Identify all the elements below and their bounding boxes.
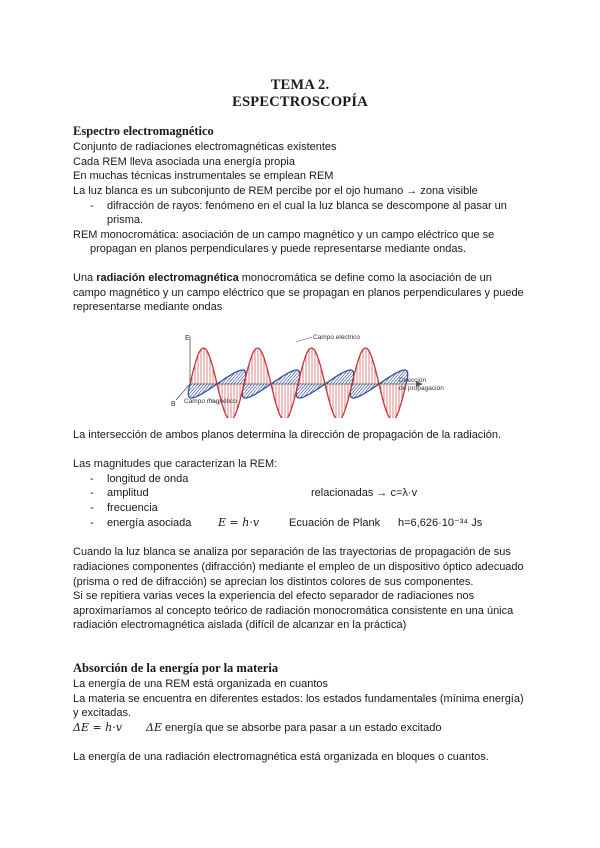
magnitude-item: frecuencia bbox=[107, 502, 158, 514]
bullet-dash: - bbox=[90, 502, 94, 514]
paragraph-line: radiaciones componentes (difracción) mediante el empleo de un dispositivo óptico adecuado bbox=[73, 561, 524, 573]
magnitude-item: amplitud bbox=[107, 487, 149, 499]
definition-line-1 bbox=[73, 271, 492, 286]
delta-symbol: ΔE bbox=[146, 721, 162, 734]
label-magnetic-field: Campo magnético bbox=[184, 398, 237, 405]
title-line-1: TEMA 2. bbox=[270, 77, 330, 93]
definition-line-3: representarse mediante ondas bbox=[73, 301, 223, 313]
definition-post: monocromática se define como la asociación de un bbox=[238, 272, 492, 284]
delta-energy-formula: ΔE = h·v bbox=[73, 721, 122, 734]
paragraph-line: aproximaríamos al concepto teórico de radiación monocromática consistente en una única bbox=[73, 605, 514, 617]
section-heading-absorption: Absorción de la energía por la materia bbox=[73, 661, 279, 675]
electric-field-curve bbox=[190, 348, 406, 418]
bullet-dash: - bbox=[90, 473, 94, 485]
label-direction-2: de propagación bbox=[399, 385, 444, 392]
intersection-text: La intersección de ambos planos determina la dirección de propagación de la radiación. bbox=[73, 429, 502, 441]
label-electric-field: Campo eléctrico bbox=[313, 334, 360, 341]
magnitude-item: energía asociada bbox=[107, 517, 192, 529]
magnetic-field-vector bbox=[250, 384, 261, 397]
text-line: propagan en planos perpendiculares y puede representarse mediante ondas. bbox=[90, 243, 467, 255]
final-sentence: La energía de una radiación electromagnética está organizada en bloques o cuantos. bbox=[73, 751, 489, 763]
text-line: Conjunto de radiaciones electromagnéticas existentes bbox=[73, 141, 337, 153]
definition-pre: Una bbox=[73, 272, 97, 284]
energy-formula: E = h·v bbox=[218, 516, 260, 529]
magnitude-item: longitud de onda bbox=[107, 473, 189, 485]
magnitudes-intro: Las magnitudes que caracterizan la REM: bbox=[73, 458, 278, 470]
text-line: En muchas técnicas instrumentales se emplean REM bbox=[73, 170, 334, 182]
axis-label-b: B bbox=[171, 401, 176, 408]
bullet-dash: - bbox=[90, 517, 94, 529]
section-heading-spectrum: Espectro electromagnético bbox=[73, 124, 214, 138]
plank-constant: h=6,626·10⁻³⁴ Js bbox=[398, 517, 483, 529]
bullet-dash: - bbox=[90, 487, 94, 499]
label-direction-1: Dirección bbox=[399, 377, 427, 384]
magnetic-field-vector bbox=[358, 384, 369, 397]
title-line-2: ESPECTROSCOPÍA bbox=[232, 94, 368, 110]
axis-label-e: E bbox=[185, 335, 190, 342]
text-line: La materia se encuentra en diferentes estados: los estados fundamentales (mínima energía) bbox=[73, 693, 524, 705]
bullet-dash: - bbox=[90, 200, 94, 212]
paragraph-line: Si se repitiera varias veces la experiencia del efecto separador de radiaciones nos bbox=[73, 590, 475, 602]
em-wave-figure bbox=[168, 326, 450, 418]
delta-text: energía que se absorbe para pasar a un estado excitado bbox=[161, 722, 442, 734]
text-line: Cada REM lleva asociada una energía propia bbox=[73, 156, 295, 168]
electric-field-wave bbox=[190, 348, 406, 418]
magnetic-field-vector bbox=[196, 384, 207, 397]
electric-leader-line bbox=[296, 337, 312, 342]
text-line: REM monocromática: asociación de un campo magnético y un campo eléctrico que se bbox=[73, 229, 495, 241]
definition-line-2: campo magnético y un campo eléctrico que se propagan en planos perpendiculares y puede bbox=[73, 287, 524, 299]
magnetic-field-vector bbox=[342, 371, 353, 384]
magnetic-field-vector bbox=[304, 384, 315, 397]
text-line: La luz blanca es un subconjunto de REM percibe por el ojo humano → zona visible bbox=[73, 185, 478, 197]
related-formula: relacionadas → c=λ·v bbox=[311, 487, 418, 499]
paragraph-line: (prisma o red de difracción) se aprecian los distintos colores de sus componentes. bbox=[73, 576, 474, 588]
plank-label: Ecuación de Plank bbox=[289, 517, 381, 529]
bullet-text: difracción de rayos: fenómeno en el cual la luz blanca se descompone al pasar un bbox=[107, 200, 507, 212]
magnetic-field-vector bbox=[234, 371, 245, 384]
delta-energy-description bbox=[146, 721, 441, 736]
text-line: y excitadas. bbox=[73, 707, 132, 719]
definition-bold-term: radiación electromagnética bbox=[96, 272, 239, 284]
magnetic-field-vector bbox=[288, 371, 299, 384]
paragraph-line: Cuando la luz blanca se analiza por separación de las trayectorias de propagación de sus bbox=[73, 546, 511, 558]
bullet-text-cont: prisma. bbox=[107, 214, 144, 226]
paragraph-line: radiación electromagnética aislada (difícil de alcanzar en la práctica) bbox=[73, 619, 407, 631]
text-line: La energía de una REM está organizada en cuantos bbox=[73, 678, 329, 690]
